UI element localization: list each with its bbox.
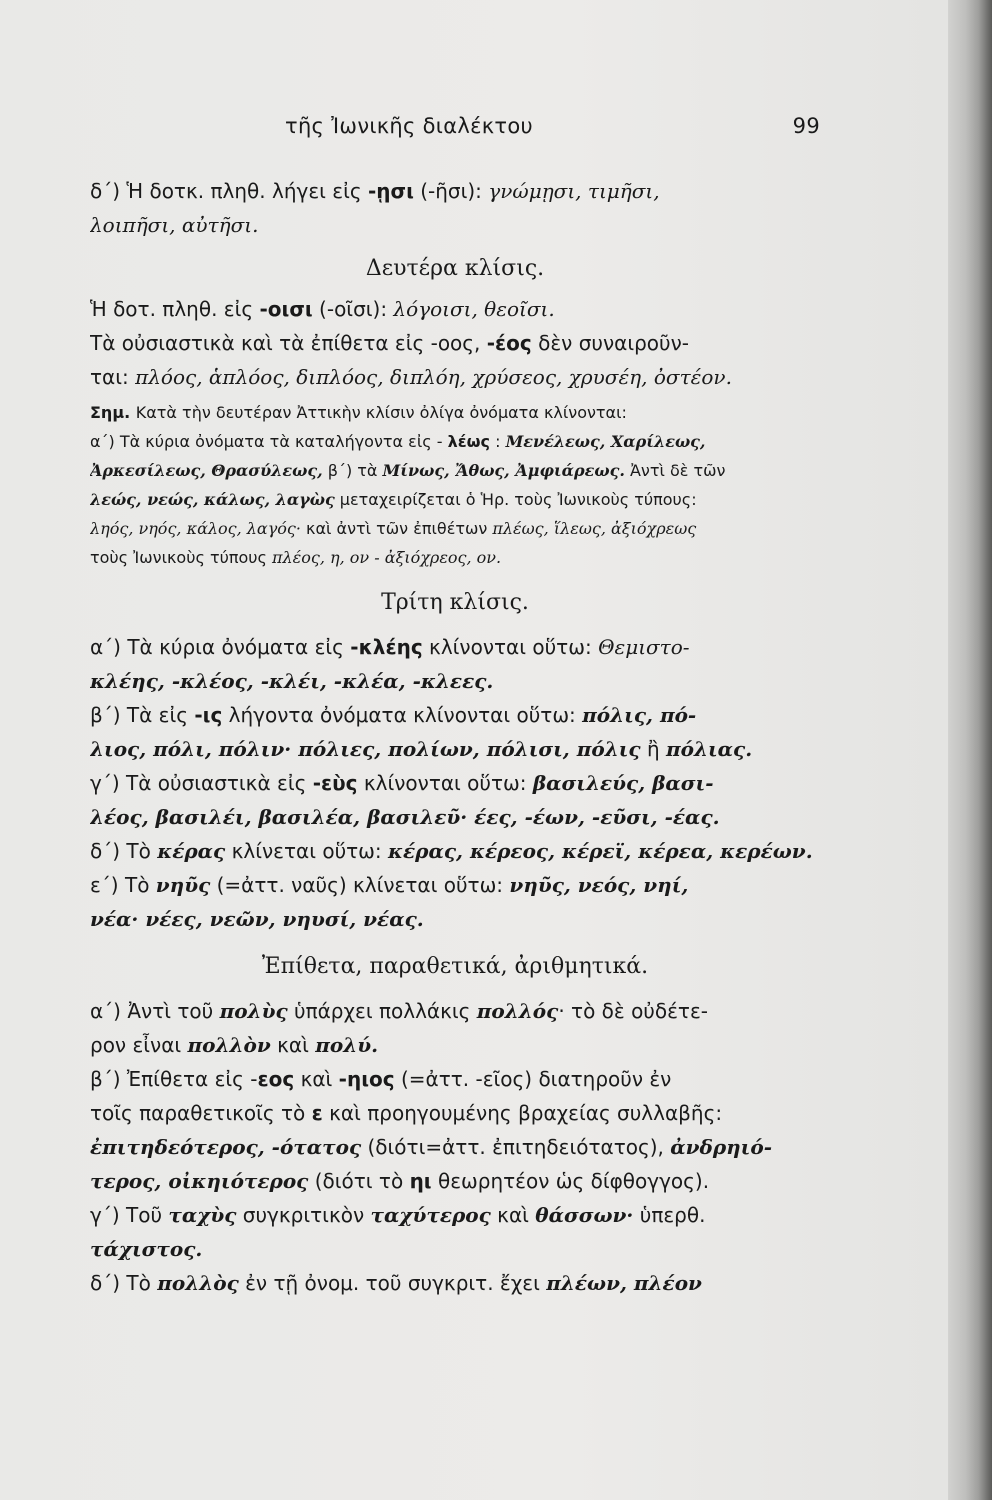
- text-line: [90, 1028, 820, 1062]
- text-run: συγκριτικὸν: [236, 1203, 371, 1227]
- example-words: νηῦς: [155, 873, 211, 897]
- text-run: κλίνονται οὕτω:: [357, 771, 533, 795]
- text-line: [90, 1164, 820, 1198]
- text-run: Ἀντὶ δὲ τῶν: [624, 461, 726, 480]
- suffix-term: -ῃσι: [367, 179, 414, 203]
- text-line: [90, 1266, 820, 1300]
- example-words: Μίνως, Ἄθως, Ἀμφιάρεως.: [382, 461, 625, 480]
- text-run: α΄) Ἀντὶ τοῦ: [90, 999, 220, 1023]
- suffix-term: λέως: [447, 432, 490, 451]
- text-run: (-ῆσι):: [413, 179, 489, 203]
- suffix-term: εος: [257, 1067, 295, 1091]
- text-run: ὑπάρχει πολλάκις: [287, 999, 477, 1023]
- text-line: [90, 800, 820, 834]
- text-run: γ΄) Τὰ οὐσιαστικὰ εἰς: [90, 771, 313, 795]
- page-number: 99: [792, 114, 820, 138]
- text-run: Κατὰ τὴν δευτέραν Ἀττικὴν κλίσιν ὀλίγα ὀνόματα κλίνονται:: [135, 403, 627, 422]
- text-run: δ΄) Ἡ δοτκ. πληθ. λήγει εἰς: [90, 179, 368, 203]
- example-words: λέος, βασιλέι, βασιλέα, βασιλεῦ· έες, -έων, -εῦσι, -έας.: [90, 805, 720, 829]
- text-run: (=ἀττ. -εῖος) διατηροῦν ἐν: [394, 1067, 672, 1091]
- example-words: Μενέλεως, Χαρίλεως,: [505, 432, 706, 451]
- text-line: [90, 208, 820, 242]
- text-run: καὶ: [490, 1203, 536, 1227]
- text-run: ἐν τῇ ὀνομ. τοῦ συγκριτ. ἔχει: [238, 1271, 547, 1295]
- example-words: ταχύτερος: [370, 1203, 491, 1227]
- note-line: [90, 485, 820, 514]
- text-run: δ΄) Τὸ: [90, 839, 158, 863]
- text-run: καὶ ἀντὶ τῶν ἐπιθέτων: [300, 519, 493, 538]
- section-heading: Ἐπίθετα, παραθετικά, ἀριθμητικά.: [261, 954, 649, 979]
- example-words: πλέως, ἵλεως, ἀξιόχρεως: [492, 519, 697, 538]
- example-words: γνώμῃσι, τιμῆσι,: [488, 179, 660, 203]
- text-line: [90, 902, 820, 936]
- text-line: [90, 326, 820, 360]
- running-header: [90, 114, 820, 144]
- text-run: θεωρητέον ὡς δίφθογγος).: [431, 1169, 710, 1193]
- text-line: [90, 698, 820, 732]
- text-line: [90, 834, 820, 868]
- example-words: ἐπιτηδεότερος, -ότατος: [90, 1135, 362, 1159]
- example-words: λοιπῆσι, αὐτῆσι.: [90, 213, 259, 237]
- body-text: [90, 174, 820, 1300]
- text-line: [90, 1096, 820, 1130]
- text-run: (=ἀττ. ναῦς) κλίνεται οὕτω:: [210, 873, 510, 897]
- text-run: τοῖς παραθετικοῖς τὸ: [90, 1101, 312, 1125]
- suffix-term: -εὺς: [312, 771, 358, 795]
- book-spine-edge: [948, 0, 992, 1500]
- text-line: [90, 1232, 820, 1266]
- text-run: κλίνονται οὕτω:: [422, 635, 599, 659]
- example-words: πόλιας.: [665, 737, 753, 761]
- text-run: καὶ: [294, 1067, 339, 1091]
- note-line: [90, 456, 820, 485]
- text-run: δ΄) Τὸ: [90, 1271, 158, 1295]
- text-run: · τὸ δὲ οὐδέτε-: [558, 999, 708, 1023]
- example-words: πολλὸς: [157, 1271, 239, 1295]
- example-words: κέρας, κέρεος, κέρεϊ, κέρεα, κερέων.: [388, 839, 813, 863]
- example-words: πολλὸν: [187, 1033, 271, 1057]
- suffix-term: ε: [311, 1101, 323, 1125]
- text-run: Τὰ οὐσιαστικὰ καὶ τὰ ἐπίθετα εἰς -οος,: [90, 331, 487, 355]
- text-line: [90, 1130, 820, 1164]
- section-heading: Δευτέρα κλίσις.: [365, 256, 545, 281]
- example-words: Ἀρκεσίλεως, Θρασύλεως,: [90, 461, 323, 480]
- text-run: καὶ προηγουμένης βραχείας συλλαβῆς:: [322, 1101, 723, 1125]
- text-run: Ἡ δοτ. πληθ. εἰς: [90, 297, 260, 321]
- note-line: [90, 398, 820, 427]
- example-words: πλέων, πλέον: [546, 1271, 702, 1295]
- suffix-term: ηι: [409, 1169, 432, 1193]
- suffix-term: -έος: [486, 331, 532, 355]
- note-line: [90, 514, 820, 543]
- text-run: :: [490, 432, 506, 451]
- example-words: πόλις, πό-: [582, 703, 697, 727]
- text-run: β΄) Τὰ εἰς: [90, 703, 195, 727]
- example-words: πολλός: [476, 999, 559, 1023]
- note-line: [90, 543, 820, 572]
- text-run: α΄) Τὰ κύρια ὀνόματα τὰ καταλήγοντα εἰς -: [90, 432, 448, 451]
- text-run: λήγοντα ὀνόματα κλίνονται οὕτω:: [222, 703, 583, 727]
- example-words: κλέης, -κλέος, -κλέι, -κλέα, -κλεες.: [90, 669, 494, 693]
- note-label: Σημ.: [90, 403, 136, 422]
- text-run: γ΄) Τοῦ: [90, 1203, 169, 1227]
- text-run: β΄) Ἐπίθετα εἰς -: [90, 1067, 258, 1091]
- example-words: Θεμιστο-: [598, 635, 690, 659]
- example-words: βασιλεύς, βασι-: [532, 771, 714, 795]
- suffix-term: -ηιος: [338, 1067, 395, 1091]
- suffix-term: -κλέης: [350, 635, 423, 659]
- example-words: ἀνδρηιό-: [670, 1135, 773, 1159]
- text-run: μεταχειρίζεται ὁ Ἡρ. τοὺς Ἰωνικοὺς τύπους:: [334, 490, 697, 509]
- example-words: νέα· νέες, νεῶν, νηυσί, νέας.: [90, 907, 424, 931]
- example-words: κέρας: [157, 839, 226, 863]
- text-line: [90, 292, 820, 326]
- text-line: [90, 174, 820, 208]
- running-title: τῆς Ἰωνικῆς διαλέκτου: [285, 114, 533, 138]
- text-line: [90, 994, 820, 1028]
- text-run: β΄) τὰ: [322, 461, 383, 480]
- example-words: τερος, οἰκηιότερος: [90, 1169, 309, 1193]
- example-words: ταχὺς: [168, 1203, 237, 1227]
- section-heading: Τρίτη κλίσις.: [381, 590, 529, 615]
- note-line: [90, 427, 820, 456]
- example-words: ληός, νηός, κάλος, λαγός·: [90, 519, 301, 538]
- example-words: λόγοισι, θεοῖσι.: [393, 297, 555, 321]
- text-line: [90, 868, 820, 902]
- text-line: [90, 1062, 820, 1096]
- text-line: [90, 360, 820, 394]
- text-run: δὲν συναιροῦν-: [531, 331, 689, 355]
- example-words: πολὺς: [219, 999, 288, 1023]
- example-words: πλόος, ἁπλόος, διπλόος, διπλόη, χρύσεος, χρυσέη, ὀστέον.: [135, 365, 732, 389]
- example-words: πλέος, η, ον - ἀξιόχρεος, ον.: [271, 548, 502, 567]
- text-run: ρον εἶναι: [90, 1033, 188, 1057]
- suffix-term: -οισι: [259, 297, 313, 321]
- text-run: (διότι τὸ: [308, 1169, 410, 1193]
- suffix-term: -ις: [194, 703, 223, 727]
- example-words: θάσσων·: [535, 1203, 634, 1227]
- text-run: α΄) Τὰ κύρια ὀνόματα εἰς: [90, 635, 351, 659]
- example-words: τάχιστος.: [90, 1237, 203, 1261]
- text-run: καὶ: [270, 1033, 316, 1057]
- example-words: νηῦς, νεός, νηί,: [509, 873, 689, 897]
- text-run: (-οῖσι):: [312, 297, 394, 321]
- example-words: λεώς, νεώς, κάλως, λαγὼς: [90, 490, 335, 509]
- text-run: ται:: [90, 365, 136, 389]
- text-line: [90, 766, 820, 800]
- text-run: ε΄) Τὸ: [90, 873, 156, 897]
- text-run: ἢ: [640, 737, 666, 761]
- example-words: λιος, πόλι, πόλιν· πόλιες, πολίων, πόλισι, πόλις: [90, 737, 641, 761]
- text-line: [90, 1198, 820, 1232]
- text-run: κλίνεται οὕτω:: [225, 839, 389, 863]
- text-run: ὑπερθ.: [633, 1203, 706, 1227]
- example-words: πολύ.: [315, 1033, 379, 1057]
- text-line: [90, 732, 820, 766]
- text-line: [90, 630, 820, 664]
- text-run: τοὺς Ἰωνικοὺς τύπους: [90, 548, 272, 567]
- text-run: (διότι=ἀττ. ἐπιτηδειότατος),: [361, 1135, 671, 1159]
- text-line: [90, 664, 820, 698]
